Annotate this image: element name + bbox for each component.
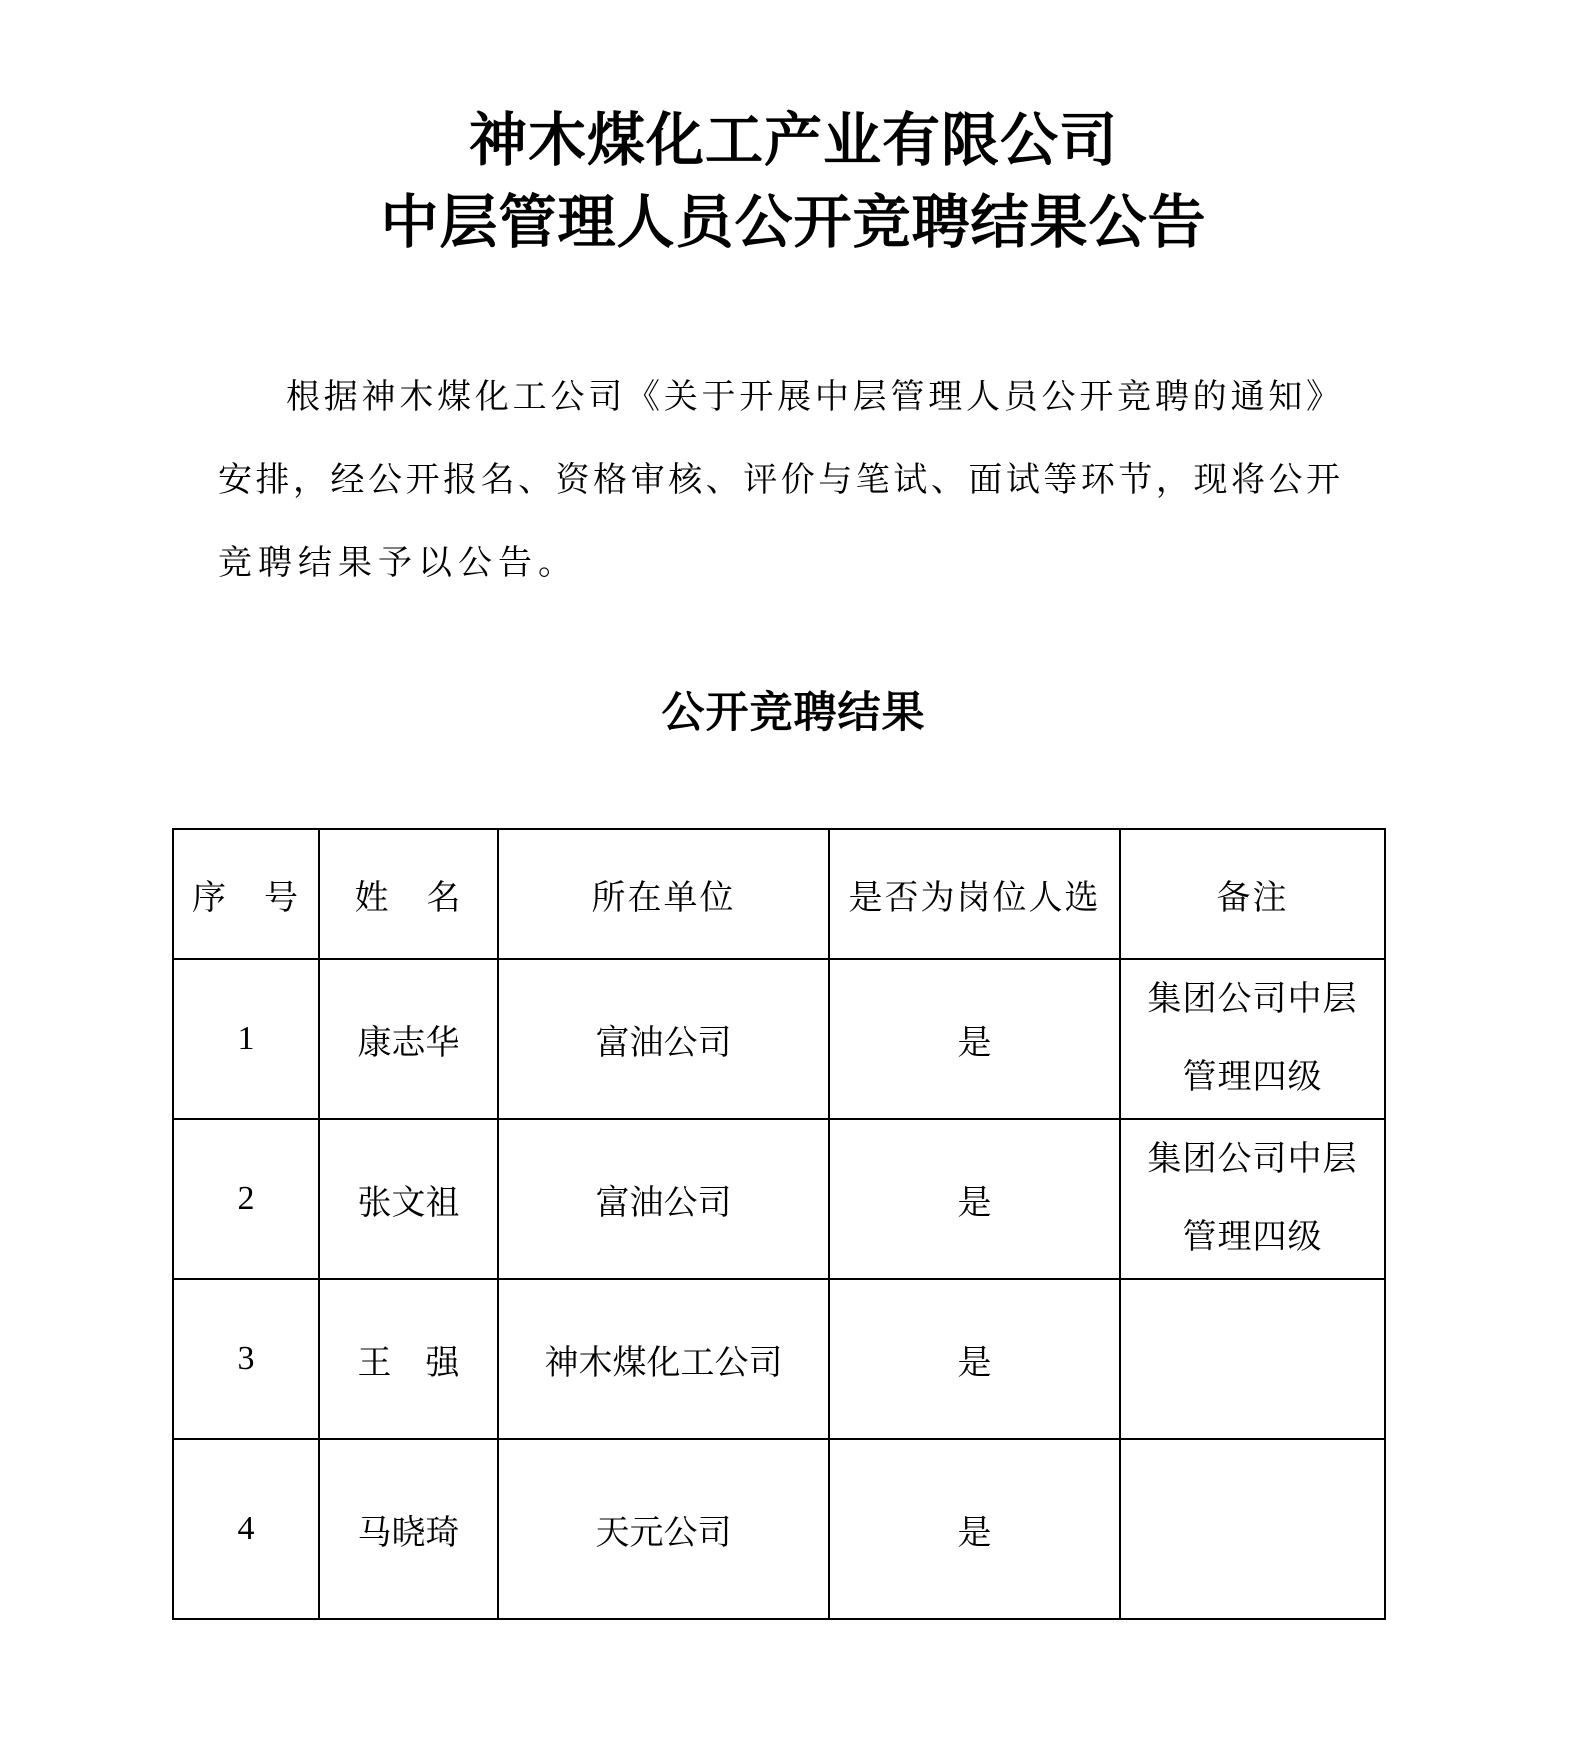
document-title [0, 0, 1587, 264]
cell-no: 2 [173, 1119, 319, 1279]
col-header-selected: 是否为岗位人选 [829, 829, 1120, 959]
title-line-2: 中层管理人员公开竞聘结果公告 [380, 190, 1207, 255]
body-paragraph [218, 356, 1340, 605]
table-row [173, 959, 1385, 1119]
col-header-unit: 所在单位 [498, 829, 829, 959]
cell-unit: 神木煤化工公司 [498, 1279, 829, 1439]
remark-line-1: 集团公司中层 [1147, 981, 1358, 1018]
cell-name: 王 强 [319, 1279, 498, 1439]
table-row [173, 1279, 1385, 1439]
cell-name: 康志华 [319, 959, 498, 1119]
title-line-1: 神木煤化工产业有限公司 [468, 108, 1118, 173]
cell-no: 3 [173, 1279, 319, 1439]
cell-unit: 天元公司 [498, 1439, 829, 1619]
col-header-name: 姓 名 [319, 829, 498, 959]
cell-remark [1120, 959, 1385, 1119]
remark-line-2: 管理四级 [1182, 1059, 1323, 1096]
paragraph-line-2: 安排，经公开报名、资格审核、评价与笔试、面试等环节，现将公开 [218, 462, 1340, 499]
cell-remark [1120, 1439, 1385, 1619]
section-title: 公开竞聘结果 [661, 690, 926, 737]
paragraph-line-3: 竞聘结果予以公告。 [218, 545, 578, 582]
table-row [173, 1119, 1385, 1279]
cell-selected: 是 [829, 1439, 1120, 1619]
cell-unit: 富油公司 [498, 959, 829, 1119]
table-header-row [173, 829, 1385, 959]
results-table [172, 828, 1386, 1620]
cell-remark [1120, 1279, 1385, 1439]
cell-selected: 是 [829, 1279, 1120, 1439]
remark-line-2: 管理四级 [1182, 1219, 1323, 1256]
table-row [173, 1439, 1385, 1619]
cell-selected: 是 [829, 1119, 1120, 1279]
col-header-no: 序 号 [173, 829, 319, 959]
cell-remark [1120, 1119, 1385, 1279]
paragraph-line-1: 根据神木煤化工公司《关于开展中层管理人员公开竞聘的通知》 [286, 379, 1340, 416]
col-header-remark: 备注 [1120, 829, 1385, 959]
cell-no: 4 [173, 1439, 319, 1619]
cell-selected: 是 [829, 959, 1120, 1119]
cell-no: 1 [173, 959, 319, 1119]
cell-name: 张文祖 [319, 1119, 498, 1279]
cell-name: 马晓琦 [319, 1439, 498, 1619]
cell-unit: 富油公司 [498, 1119, 829, 1279]
remark-line-1: 集团公司中层 [1147, 1141, 1358, 1178]
